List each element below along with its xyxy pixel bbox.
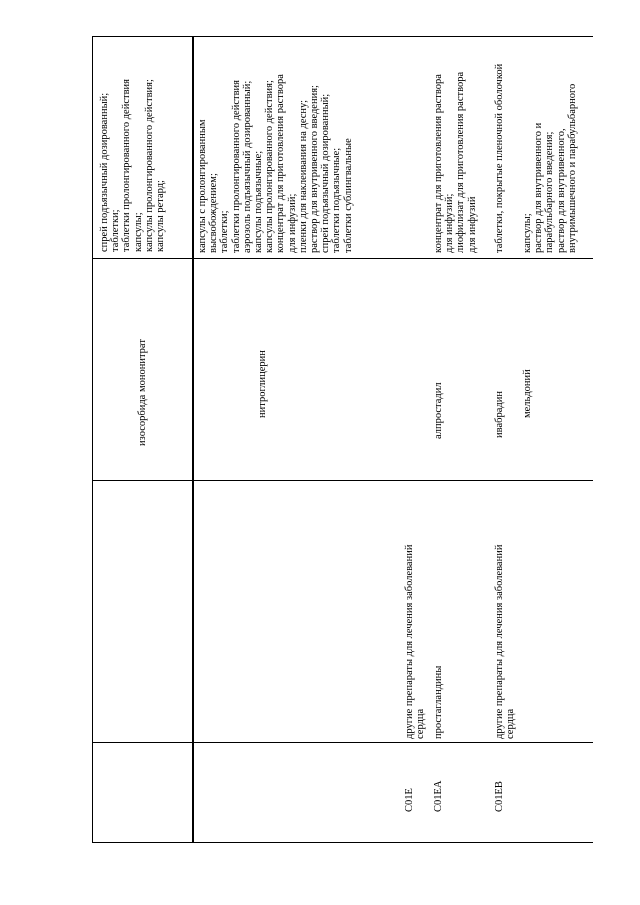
- r5-group-name: [494, 489, 516, 739]
- table-cell-line: нитроглицерин: [257, 350, 268, 418]
- r4-atc-code: [433, 752, 444, 812]
- table-cell-line: сердца: [415, 708, 427, 739]
- table-cell-line: алпростадил: [433, 382, 444, 439]
- r1-dosage-forms: [99, 32, 166, 252]
- column-separator-2: [92, 258, 593, 259]
- table-cell-line: высвобождением;: [208, 173, 220, 253]
- table-cell-line: для инфузий;: [286, 193, 298, 253]
- table-cell-line: таблетки, покрытые пленочной оболочкой: [494, 63, 505, 253]
- table-cell-line: спрей подъязычный дозированный;: [99, 92, 110, 252]
- row-separator: [192, 36, 194, 843]
- table-cell-line: таблетки подъязычные;: [331, 147, 343, 253]
- table-cell-line: концентрат для приготовления раствора: [275, 74, 287, 253]
- column-separator-3: [92, 742, 593, 743]
- r3-atc-code: [404, 752, 415, 812]
- table-cell-line: капсулы подъязычные;: [253, 150, 265, 253]
- r5-atc-code: [494, 752, 505, 812]
- table-cell-line: для инфузий: [466, 196, 478, 253]
- table-cell-line: капсулы;: [132, 212, 144, 252]
- table-cell-line: капсулы ретард;: [155, 180, 167, 252]
- r3-group-name: [404, 489, 426, 739]
- table-cell-line: другие препараты для лечения заболеваний: [494, 544, 505, 739]
- r2-dosage-forms: [197, 33, 354, 253]
- table-left-border: [92, 36, 93, 843]
- r4-group-name: [433, 489, 444, 739]
- table-cell-line: раствор для внутривенного и: [533, 122, 545, 253]
- table-cell-line: спрей подъязычный дозированный;: [320, 93, 332, 253]
- table-cell-line: лиофилизат для приготовления раствора: [455, 71, 467, 253]
- r4-dosage-forms: [433, 33, 478, 253]
- table-cell-line: капсулы пролонгированного действия;: [143, 79, 155, 252]
- table-cell-line: парабульбарного введения;: [544, 131, 556, 253]
- table-cell-line: для инфузий;: [444, 193, 456, 253]
- r5-drug-name: [494, 238, 505, 438]
- table-bottom-border: [92, 842, 593, 843]
- table-cell-line: другие препараты для лечения заболеваний: [404, 544, 415, 739]
- r1-drug-name: [137, 246, 148, 446]
- r6-dosage-forms: [522, 33, 578, 253]
- table-cell-line: капсулы с пролонгированным: [197, 119, 208, 253]
- r5-dosage-form: [494, 33, 505, 253]
- table-cell-line: таблетки;: [219, 210, 231, 253]
- table-cell-line: сердца: [505, 708, 517, 739]
- column-separator-1: [92, 480, 593, 481]
- table-cell-line: капсулы пролонгированного действия;: [264, 80, 276, 253]
- table-cell-line: пленки для наклеивания на десну;: [297, 99, 309, 253]
- table-cell-line: простагландины: [433, 665, 444, 739]
- table-cell-line: внутримышечного и парабульбарного: [566, 83, 578, 253]
- table-cell-line: C01E: [404, 788, 415, 812]
- table-cell-line: концентрат для приготовления раствора: [433, 74, 444, 253]
- table-cell-line: мельдоний: [522, 369, 533, 418]
- table-cell-line: C01EB: [494, 781, 505, 812]
- table-cell-line: таблетки сублингвальные: [342, 138, 354, 253]
- table-cell-line: раствор для внутривенного введения;: [309, 85, 321, 253]
- table-cell-line: таблетки пролонгированного действия: [230, 80, 242, 253]
- table-cell-line: C01EA: [433, 780, 444, 812]
- table-cell-line: раствор для внутривенного,: [555, 128, 567, 253]
- table-cell-line: аэрозоль подъязычный дозированный;: [241, 80, 253, 253]
- r4-drug-name: [433, 239, 444, 439]
- table-cell-line: таблетки;: [110, 209, 122, 252]
- table-cell-line: капсулы;: [522, 213, 533, 253]
- table-cell-line: таблетки пролонгированного действия: [121, 79, 133, 252]
- table-cell-line: изосорбида мононитрат: [137, 339, 148, 446]
- table-cell-line: ивабрадин: [494, 391, 505, 438]
